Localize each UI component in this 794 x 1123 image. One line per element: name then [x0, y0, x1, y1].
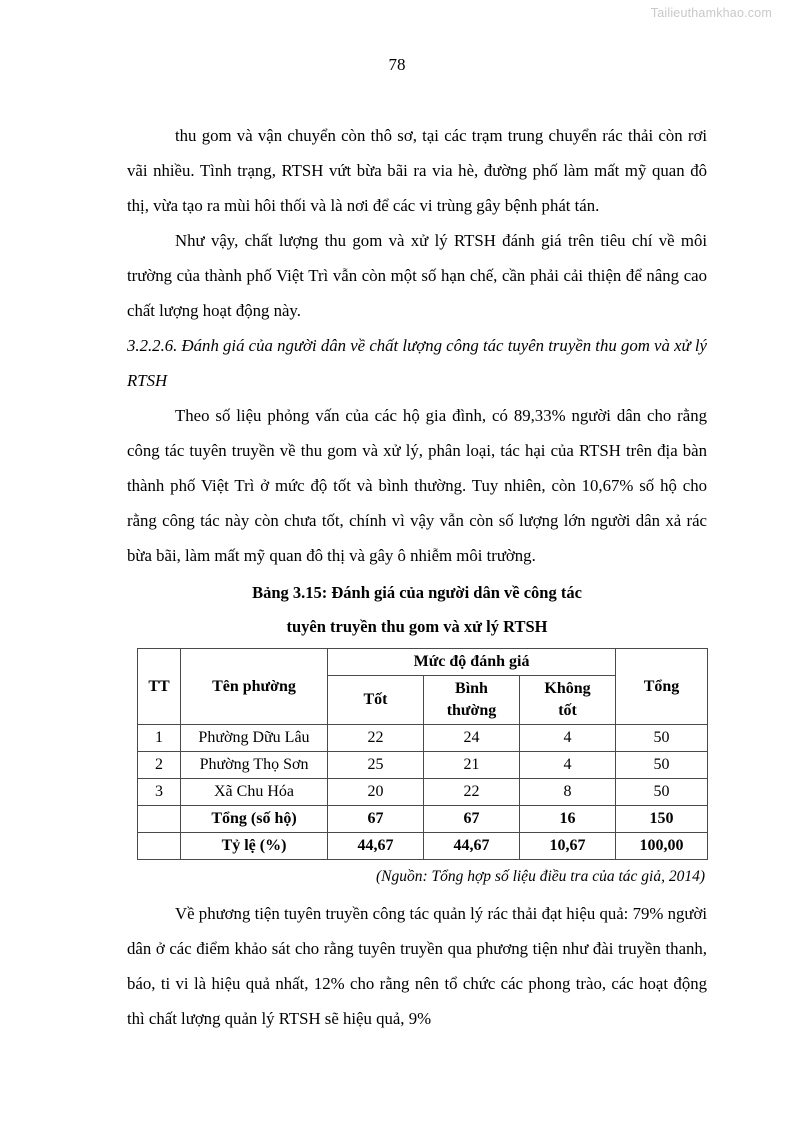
cell-good: 20 [328, 779, 424, 806]
table-row [138, 779, 708, 806]
table-summary-row-percent [138, 833, 708, 860]
header-normal-line-1: Bình [455, 680, 488, 697]
cell-summary-label: Tỷ lệ (%) [181, 833, 328, 860]
cell-total: 50 [616, 725, 708, 752]
cell-total: 150 [616, 806, 708, 833]
table-header-row-1 [138, 649, 708, 676]
paragraph-4: Về phương tiện tuyên truyền công tác quản lý rác thải đạt hiệu quả: 79% người dân ở các điểm khảo sát cho rằng tuyên truyền qua phương tiện như đài truyền thanh, báo, ti vi là hiệu quả nhất, 12% cho rằng nên tổ chức các phong trào, các hoạt động thì chất lượng quản lý RTSH sẽ hiệu quả, 9% [127, 904, 707, 1028]
cell-tt: 2 [138, 752, 181, 779]
header-not-good [520, 676, 616, 725]
cell-normal: 22 [424, 779, 520, 806]
cell-tt-empty [138, 833, 181, 860]
table-row [138, 752, 708, 779]
cell-normal: 44,67 [424, 833, 520, 860]
table-title-line-2: tuyên truyền thu gom và xử lý RTSH [286, 617, 548, 636]
cell-normal: 24 [424, 725, 520, 752]
cell-not-good: 4 [520, 752, 616, 779]
cell-good: 44,67 [328, 833, 424, 860]
header-normal-line-2: thường [446, 702, 497, 719]
header-tt: TT [138, 649, 181, 725]
paragraph-1: thu gom và vận chuyển còn thô sơ, tại các trạm trung chuyển rác thải còn rơi vãi nhiều. Tình trạng, RTSH vứt bừa bãi ra via hè, đường phố làm mất mỹ quan đô thị, vừa tạo ra mùi hôi thối và là nơi để các vi trùng gây bệnh phát tán. [127, 126, 707, 215]
cell-ward-name: Phường Dữu Lâu [181, 725, 328, 752]
paragraph-2: Như vậy, chất lượng thu gom và xử lý RTSH đánh giá trên tiêu chí về môi trường của thành phố Việt Trì vẫn còn một số hạn chế, cần phải cải thiện để nâng cao chất lượng hoạt động này. [127, 231, 707, 320]
cell-total: 100,00 [616, 833, 708, 860]
evaluation-table [137, 648, 708, 860]
table-title-line-1: Bảng 3.15: Đánh giá của người dân về công tác [252, 583, 582, 602]
table-source-note: (Nguồn: Tổng hợp số liệu điều tra của tác giả, 2014) [375, 868, 705, 885]
table-head [138, 649, 708, 725]
header-ward-name: Tên phường [181, 649, 328, 725]
table-summary-row-total [138, 806, 708, 833]
cell-good: 22 [328, 725, 424, 752]
cell-total: 50 [616, 752, 708, 779]
site-watermark: Tailieuthamkhao.com [650, 6, 772, 20]
cell-good: 25 [328, 752, 424, 779]
table-body [138, 725, 708, 860]
page-content [127, 118, 707, 1036]
header-not-good-line-2: tốt [558, 702, 577, 719]
cell-tt-empty [138, 806, 181, 833]
cell-not-good: 4 [520, 725, 616, 752]
header-normal [424, 676, 520, 725]
cell-tt: 1 [138, 725, 181, 752]
cell-ward-name: Xã Chu Hóa [181, 779, 328, 806]
cell-good: 67 [328, 806, 424, 833]
cell-normal: 67 [424, 806, 520, 833]
cell-not-good: 10,67 [520, 833, 616, 860]
header-total: Tổng [616, 649, 708, 725]
paragraph-3: Theo số liệu phỏng vấn của các hộ gia đình, có 89,33% người dân cho rằng công tác tuyên truyền về thu gom và xử lý, phân loại, tác hại của RTSH trên địa bàn thành phố Việt Trì ở mức độ tốt và bình thường. Tuy nhiên, còn 10,67% số hộ cho rằng công tác này còn chưa tốt, chính vì vậy vẫn còn số lượng lớn người dân xả rác bừa bãi, làm mất mỹ quan đô thị và gây ô nhiễm môi trường. [127, 406, 707, 565]
cell-total: 50 [616, 779, 708, 806]
header-evaluation-group: Mức độ đánh giá [328, 649, 616, 676]
section-heading: 3.2.2.6. Đánh giá của người dân về chất lượng công tác tuyên truyền thu gom và xử lý RTSH [127, 336, 707, 390]
cell-summary-label: Tổng (số hộ) [181, 806, 328, 833]
page-number: 78 [388, 55, 406, 74]
cell-normal: 21 [424, 752, 520, 779]
cell-not-good: 8 [520, 779, 616, 806]
cell-tt: 3 [138, 779, 181, 806]
cell-not-good: 16 [520, 806, 616, 833]
cell-ward-name: Phường Thọ Sơn [181, 752, 328, 779]
header-not-good-line-1: Không [544, 680, 591, 697]
table-row [138, 725, 708, 752]
header-good: Tốt [328, 676, 424, 725]
